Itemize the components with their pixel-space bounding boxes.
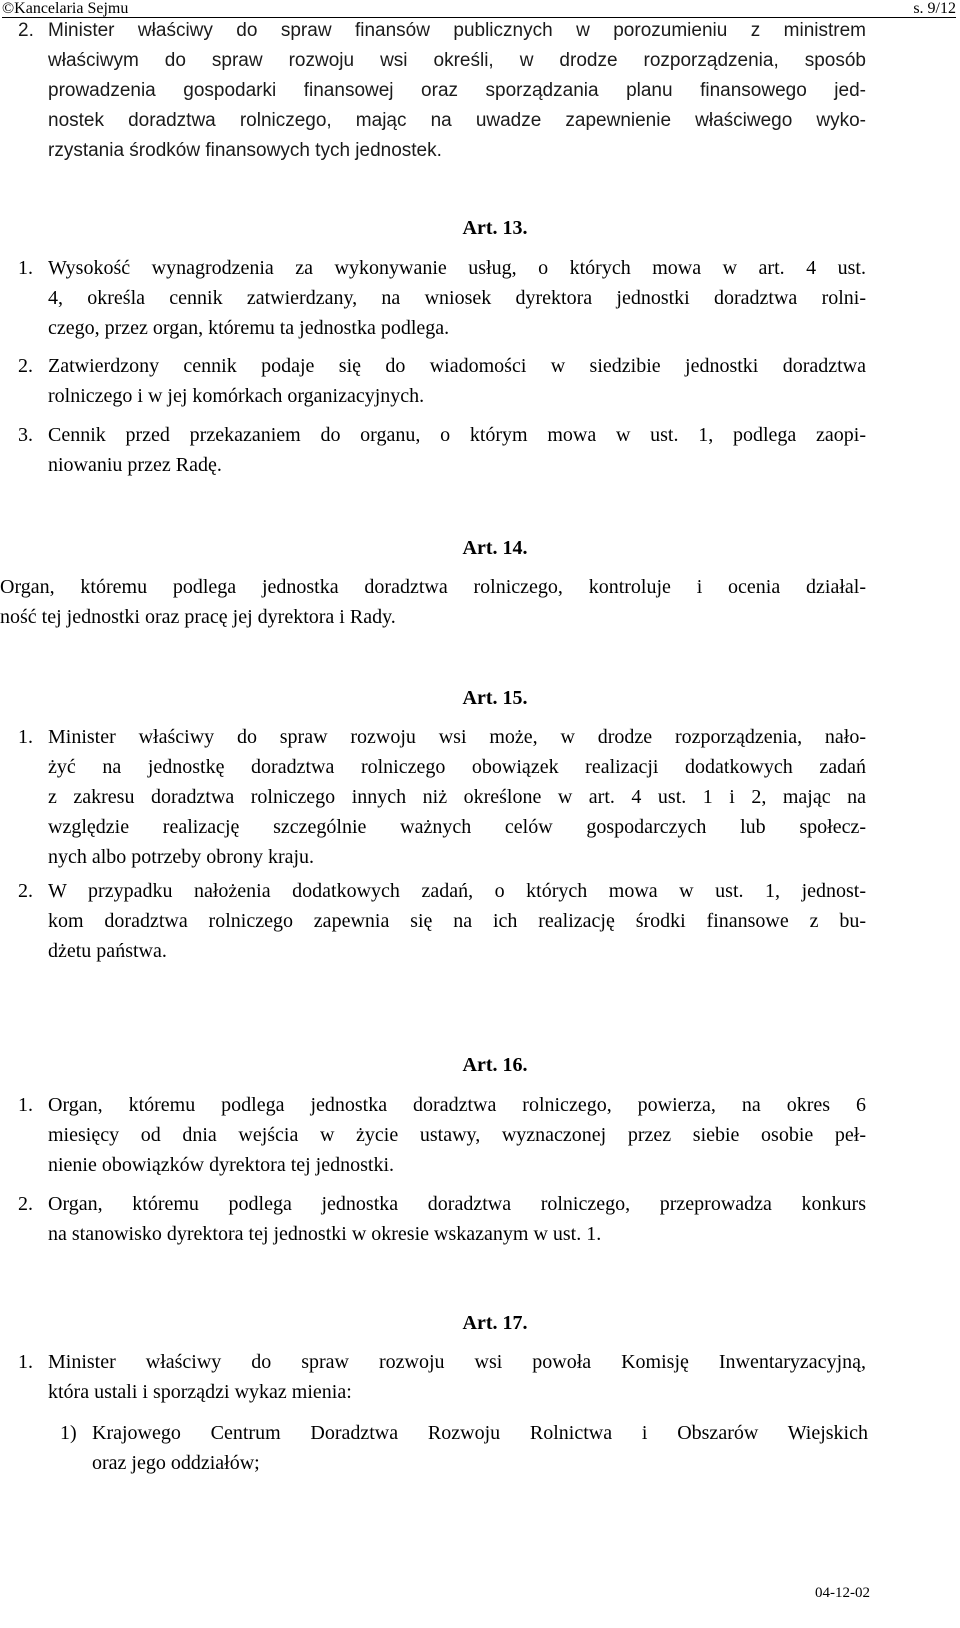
article-17-heading: Art. 17.: [462, 1312, 528, 1334]
art14-text: [0, 572, 866, 632]
paragraph-number: 1.: [18, 1094, 33, 1116]
text-line: właściwym do spraw rozwoju wsi określi, w drodze rozporządzenia, sposób: [48, 50, 866, 71]
text-line: z zakresu doradztwa rolniczego innych niż określone w art. 4 ust. 1 i 2, mając na: [48, 786, 866, 808]
article-13-heading: Art. 13.: [462, 217, 528, 239]
paragraph-number: 2.: [18, 1193, 33, 1215]
art15-paragraph-1: [18, 722, 866, 872]
art17-point-1: [60, 1418, 868, 1478]
art15-paragraph-2: [18, 876, 866, 966]
text-line: rolniczego i w jej komórkach organizacyjnych.: [48, 385, 425, 407]
text-line: względzie realizację szczególnie ważnych celów gospodarczych lub społecz-: [48, 816, 866, 838]
art13-paragraph-1: [18, 253, 866, 343]
text-line: nych albo potrzeby obrony kraju.: [48, 846, 315, 868]
paragraph-number: 3.: [18, 424, 33, 446]
art13-paragraph-3: [18, 420, 866, 480]
point-number: 1): [60, 1422, 77, 1444]
art16-paragraph-2: [18, 1189, 866, 1249]
paragraph-number: 2.: [18, 880, 33, 902]
text-line: nienie obowiązków dyrektora tej jednostki.: [48, 1154, 395, 1176]
text-line: 1. Organ, któremu podlega jednostka doradztwa rolniczego, powierza, na okres 6: [18, 1090, 866, 1120]
footer-date: 04-12-02: [815, 1585, 870, 1601]
text-line: 2. Organ, któremu podlega jednostka doradztwa rolniczego, przeprowadza konkurs: [18, 1189, 866, 1219]
text-line: oraz jego oddziałów;: [92, 1452, 260, 1474]
text-line: 2. W przypadku nałożenia dodatkowych zadań, o których mowa w ust. 1, jednost-: [18, 876, 866, 906]
article-14-heading: Art. 14.: [462, 537, 528, 559]
art17-paragraph-1: [18, 1347, 866, 1407]
text-line: niowaniu przez Radę.: [48, 454, 222, 476]
article-15-heading: Art. 15.: [462, 687, 528, 709]
text-line: czego, przez organ, któremu ta jednostka podlega.: [48, 317, 450, 339]
text-line: prowadzenia gospodarki finansowej oraz sporządzania planu finansowego jed-: [48, 80, 866, 101]
text-line: 4, określa cennik zatwierdzany, na wniosek dyrektora jednostki doradztwa rolni-: [48, 287, 866, 309]
text-line: 3. Cennik przed przekazaniem do organu, o którym mowa w ust. 1, podlega zaopi-: [18, 420, 866, 450]
text-line: na stanowisko dyrektora tej jednostki w okresie wskazanym w ust. 1.: [48, 1223, 602, 1245]
text-line: 1. Minister właściwy do spraw rozwoju wsi powoła Komisję Inwentaryzacyjną,: [18, 1347, 866, 1377]
paragraph-number: 2.: [18, 20, 34, 41]
art13-paragraph-2: [18, 351, 866, 411]
text-line: 2. Zatwierdzony cennik podaje się do wiadomości w siedzibie jednostki doradztwa: [18, 351, 866, 381]
article-16-heading: Art. 16.: [462, 1054, 528, 1076]
text-line: 2. Minister właściwy do spraw finansów publicznych w porozumieniu z ministrem: [18, 16, 866, 46]
paragraph-number: 1.: [18, 726, 33, 748]
art12-paragraph-2: [18, 16, 866, 166]
text-line: ność tej jednostki oraz pracę jej dyrektora i Rady.: [0, 606, 396, 628]
text-line: 1) Krajowego Centrum Doradztwa Rozwoju Rolnictwa i Obszarów Wiejskich: [60, 1418, 868, 1448]
text-line: miesięcy od dnia wejścia w życie ustawy, wyznaczonej przez siebie osobie peł-: [48, 1124, 866, 1146]
art16-paragraph-1: [18, 1090, 866, 1180]
text-line: żyć na jednostkę doradztwa rolniczego obowiązek realizacji dodatkowych zadań: [48, 756, 866, 778]
paragraph-number: 1.: [18, 1351, 33, 1373]
text-line: Organ, któremu podlega jednostka doradztwa rolniczego, kontroluje i ocenia działal-: [0, 576, 866, 598]
text-line: 1. Minister właściwy do spraw rozwoju wsi może, w drodze rozporządzenia, nało-: [18, 722, 866, 752]
text-line: kom doradztwa rolniczego zapewnia się na ich realizację środki finansowe z bu-: [48, 910, 866, 932]
text-line: która ustali i sporządzi wykaz mienia:: [48, 1381, 352, 1403]
header-source: ©Kancelaria Sejmu: [2, 0, 129, 17]
text-line: dżetu państwa.: [48, 940, 167, 962]
header-page-number: s. 9/12: [913, 0, 956, 17]
text-line: nostek doradztwa rolniczego, mając na uwadze zapewnienie właściwego wyko-: [48, 110, 866, 131]
text-line: 1. Wysokość wynagrodzenia za wykonywanie usług, o których mowa w art. 4 ust.: [18, 253, 866, 283]
paragraph-number: 1.: [18, 257, 33, 279]
text-line: rzystania środków finansowych tych jednostek.: [48, 140, 442, 161]
paragraph-number: 2.: [18, 355, 33, 377]
